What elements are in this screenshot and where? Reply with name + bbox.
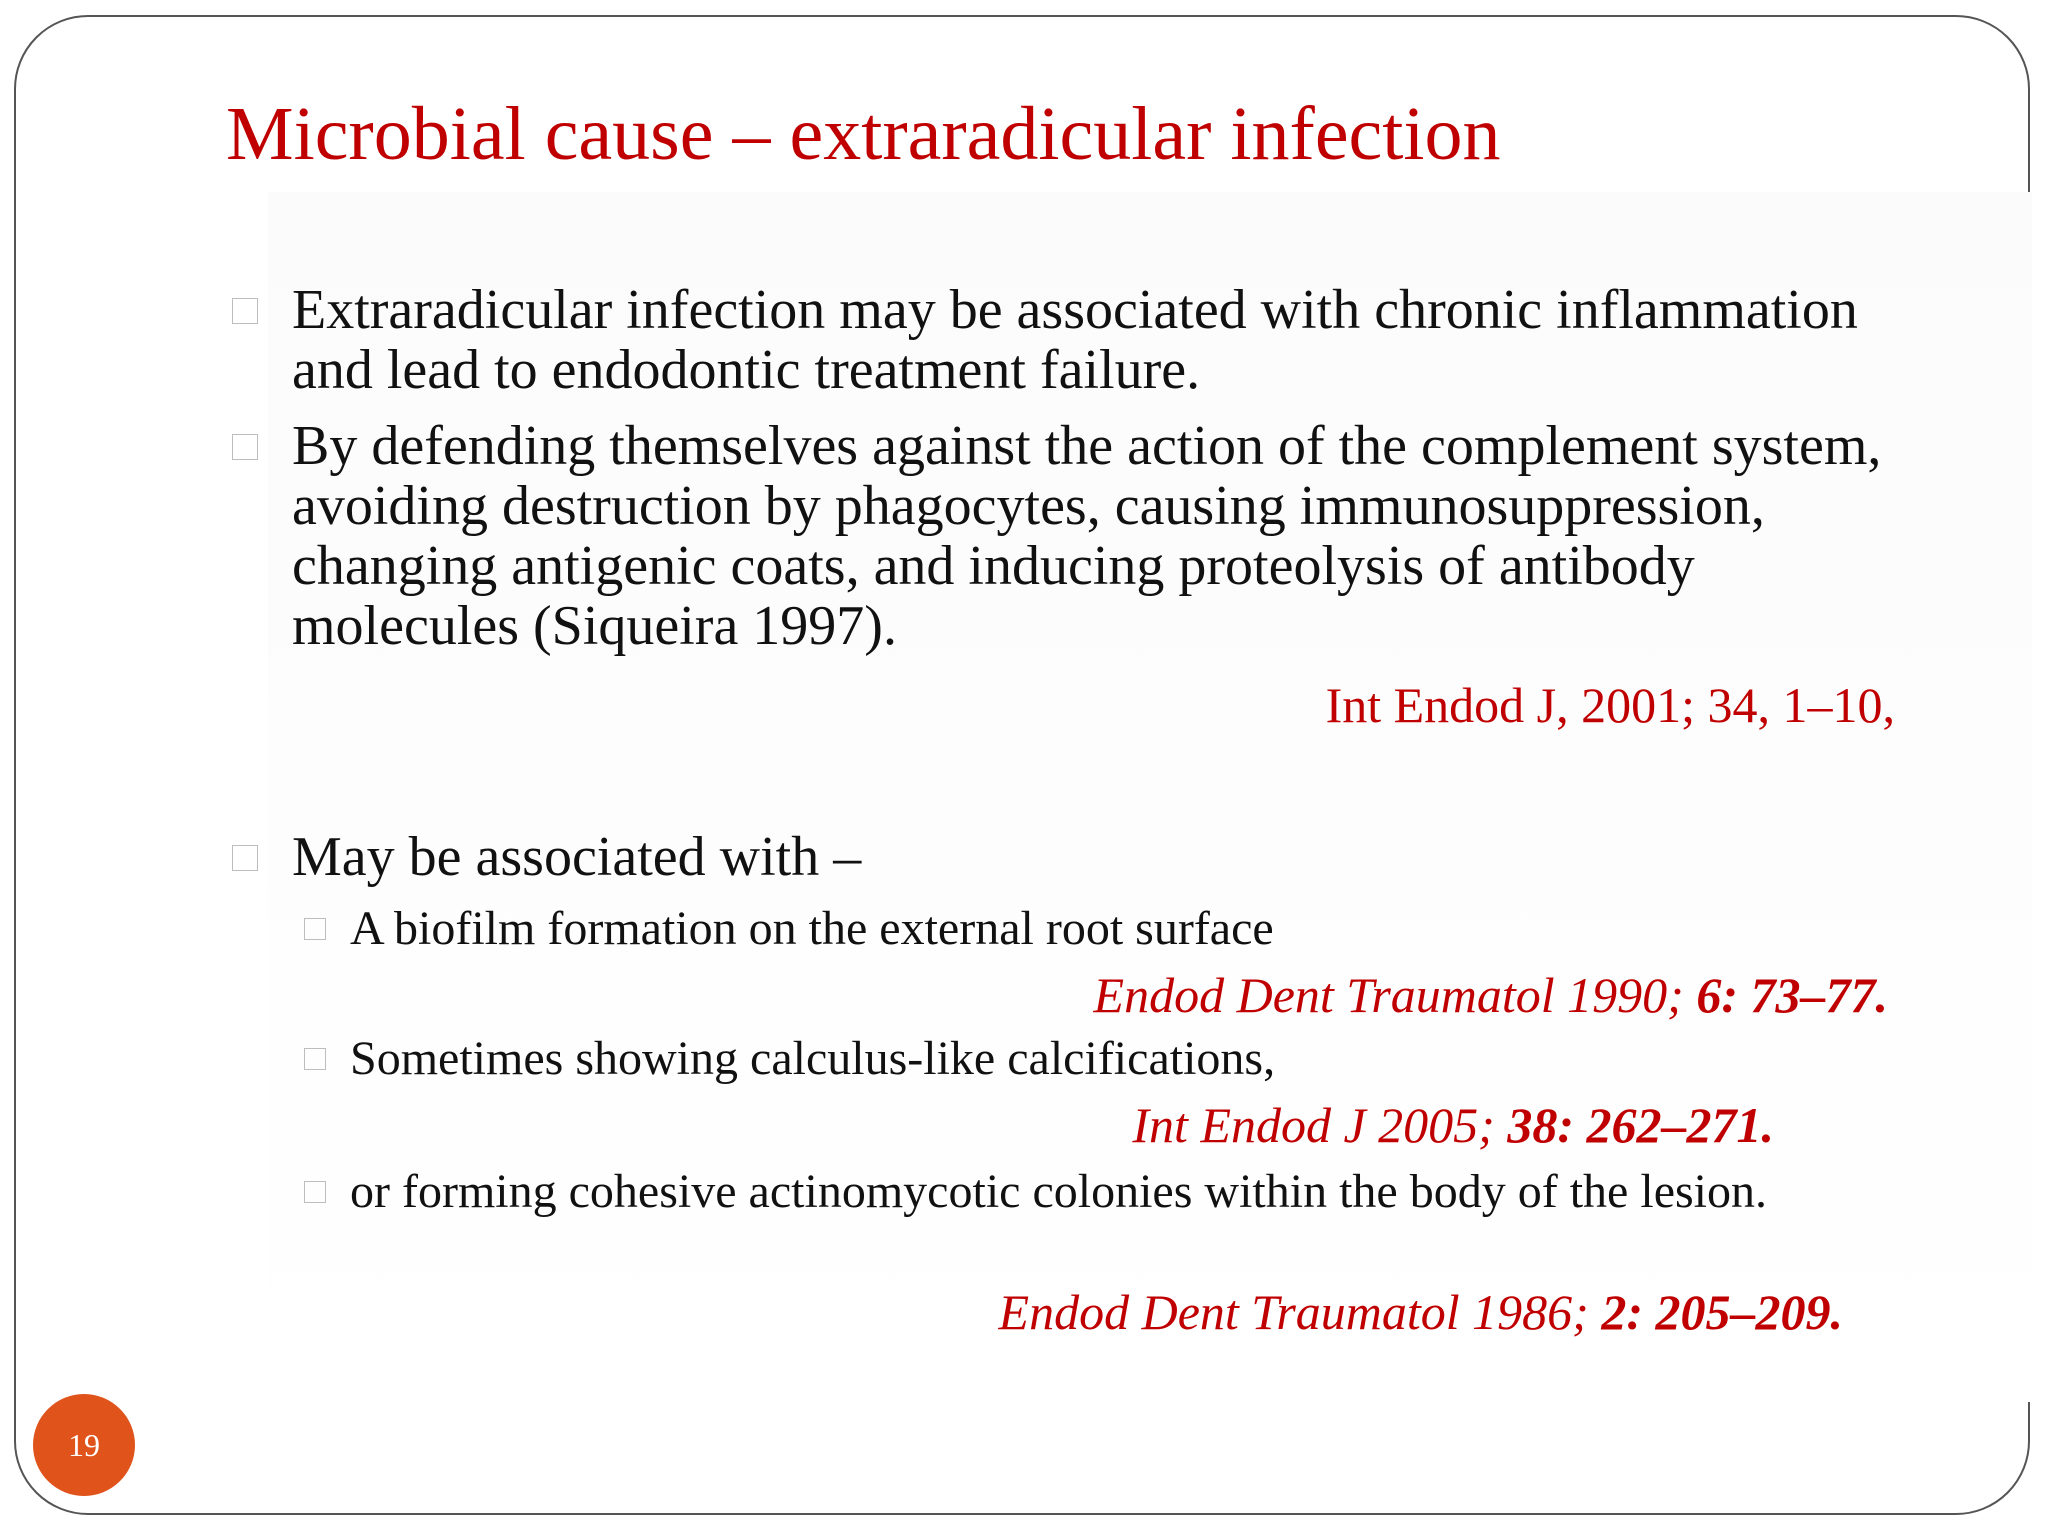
reference-2 (1093, 967, 1888, 1023)
reference-citation: Int Endod J 2005; (1132, 1097, 1508, 1153)
reference-3 (1132, 1097, 1774, 1153)
bullet-marker-icon (232, 298, 258, 324)
reference-1: Int Endod J, 2001; 34, 1–10, (1325, 677, 1895, 733)
reference-4 (998, 1284, 1843, 1340)
bullet-marker-icon (232, 845, 258, 871)
bullet-marker-icon (232, 434, 258, 460)
reference-volume-pages: 2: 205–209. (1601, 1284, 1843, 1340)
reference-citation: Endod Dent Traumatol 1990; (1093, 967, 1697, 1023)
reference-volume-pages: 6: 73–77. (1696, 967, 1888, 1023)
reference-citation: Endod Dent Traumatol 1986; (998, 1284, 1602, 1340)
sub-bullet-text: or forming cohesive actinomycotic colonies within the body of the lesion. (350, 1165, 1768, 1218)
sub-bullet-marker-icon (304, 918, 326, 940)
sub-bullet-marker-icon (304, 1048, 326, 1070)
bullet-text: Extraradicular infection may be associated with chronic inflammation and lead to endodontic treatment failure. (292, 279, 1858, 401)
slide-title: Microbial cause – extraradicular infection (226, 92, 1501, 176)
page-number-badge: 19 (33, 1394, 135, 1496)
bullet-text: May be associated with – (292, 826, 862, 888)
sub-bullet-marker-icon (304, 1181, 326, 1203)
bullet-text: By defending themselves against the action of the complement system, avoiding destruction by phagocytes, causing immunosuppression, changing antigenic coats, and inducing proteolysis of antibody molecules (Siqueira 1997). (292, 415, 1882, 657)
reference-volume-pages: 38: 262–271. (1507, 1097, 1774, 1153)
sub-bullet-text: Sometimes showing calculus-like calcifications, (350, 1032, 1276, 1085)
sub-bullet-text: A biofilm formation on the external root surface (350, 902, 1274, 955)
